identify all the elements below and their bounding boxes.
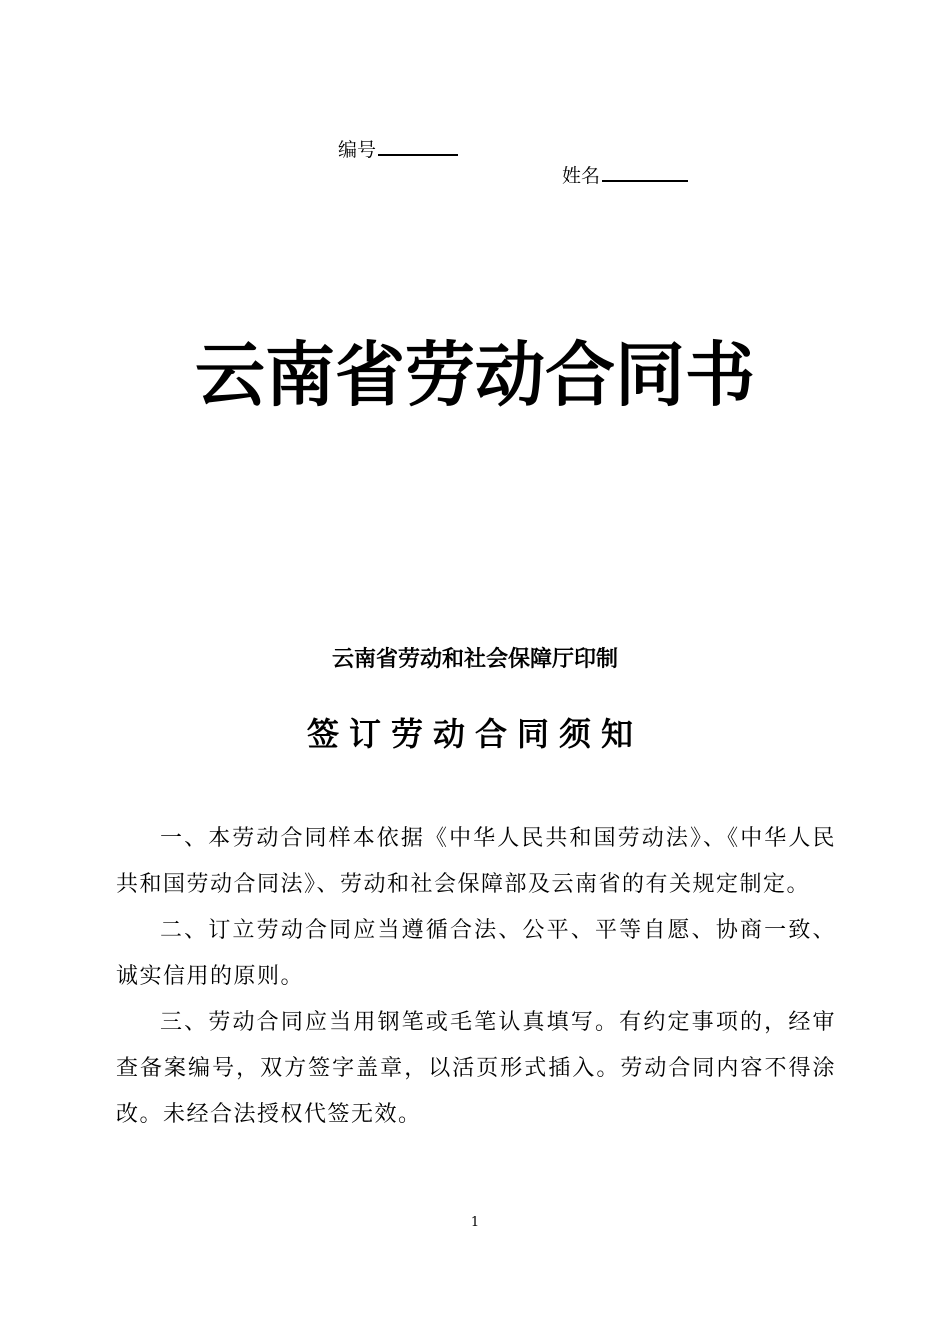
notice-paragraph-1: 一、本劳动合同样本依据《中华人民共和国劳动法》、《中华人民共和国劳动合同法》、劳动和社会保障部及云南省的有关规定制定。	[116, 826, 836, 897]
serial-number-field	[338, 136, 458, 163]
serial-number-label: 编号	[338, 139, 377, 161]
notice-paragraph-2: 二、订立劳动合同应当遵循合法、公平、平等自愿、协商一致、诚实信用的原则。	[116, 918, 836, 989]
page-number: 1	[470, 1215, 480, 1230]
notice-title: 签订劳动合同须知	[306, 715, 643, 753]
issuer-line: 云南省劳动和社会保障厅印制	[331, 647, 618, 672]
name-field	[562, 162, 688, 189]
document-title: 云南省劳动合同书	[195, 334, 755, 416]
name-blank	[602, 162, 688, 182]
serial-number-blank	[378, 136, 458, 156]
notice-body	[116, 816, 836, 1138]
name-label: 姓名	[562, 165, 601, 187]
notice-paragraph-3: 三、劳动合同应当用钢笔或毛笔认真填写。有约定事项的，经审查备案编号，双方签字盖章，以活页形式插入。劳动合同内容不得涂改。未经合法授权代签无效。	[116, 1010, 836, 1127]
